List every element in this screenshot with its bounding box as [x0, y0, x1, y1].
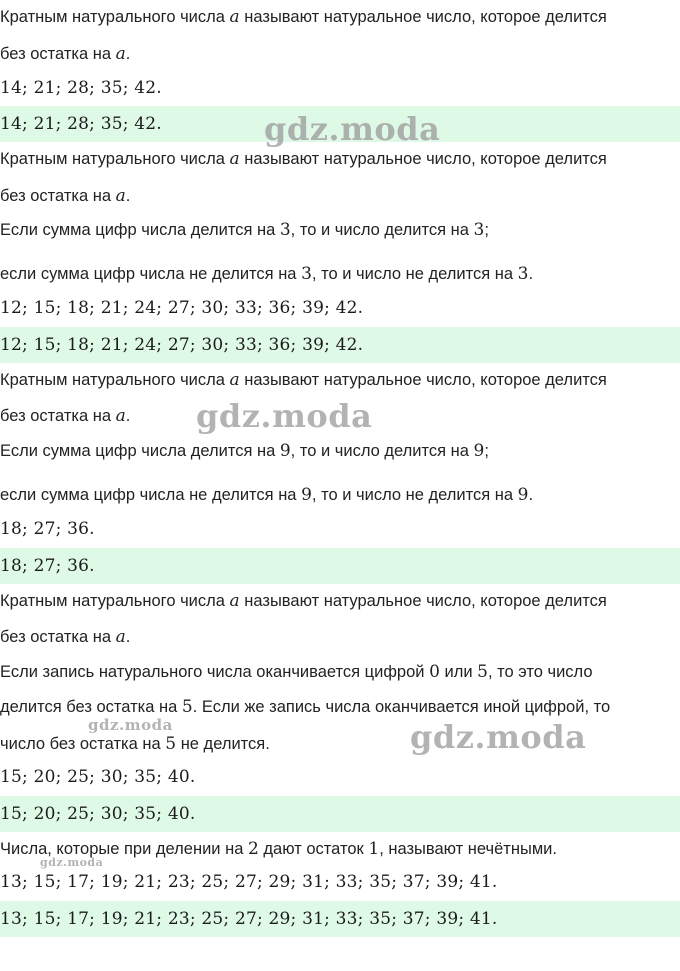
rule-line: если сумма цифр числа не делится на 3, то и число не делится на 3. [0, 264, 534, 284]
definition-line: без остатка на a. [0, 44, 131, 64]
definition-line: без остатка на a. [0, 627, 131, 647]
rule-line: число без остатка на 5 не делится. [0, 734, 270, 754]
rule-line: Если сумма цифр числа делится на 3, то и число делится на 3; [0, 220, 489, 240]
number-list: 14; 21; 28; 35; 42. [0, 78, 162, 98]
definition-line: Числа, которые при делении на 2 дают остаток 1, называют нечётными. [0, 839, 557, 859]
number-list: 12; 15; 18; 21; 24; 27; 30; 33; 36; 39; 42. [0, 298, 364, 318]
number-list: 13; 15; 17; 19; 21; 23; 25; 27; 29; 31; 33; 35; 37; 39; 41. [0, 872, 498, 892]
watermark-logo: gdz.moda [410, 718, 587, 756]
rule-line: если сумма цифр числа не делится на 9, то и число не делится на 9. [0, 485, 534, 505]
answer-row: 14; 21; 28; 35; 42. [0, 106, 680, 142]
definition-line: Кратным натурального числа a называют натуральное число, которое делится [0, 591, 607, 611]
definition-line: Кратным натурального числа a называют натуральное число, которое делится [0, 149, 607, 169]
number-list: 15; 20; 25; 30; 35; 40. [0, 767, 196, 787]
watermark-logo: gdz.moda [264, 110, 441, 148]
definition-line: без остатка на a. [0, 406, 131, 426]
definition-line: без остатка на a. [0, 186, 131, 206]
rule-line: делится без остатка на 5. Если же запись числа оканчивается иной цифрой, то [0, 697, 611, 717]
definition-line: Кратным натурального числа a называют натуральное число, которое делится [0, 7, 607, 27]
answer-row: 18; 27; 36. [0, 548, 680, 584]
answer-row: 12; 15; 18; 21; 24; 27; 30; 33; 36; 39; 42. [0, 327, 680, 363]
watermark-logo: gdz.moda [40, 856, 104, 869]
rule-line: Если запись натурального числа оканчивается цифрой 0 или 5, то это число [0, 662, 593, 682]
watermark-logo: gdz.moda [196, 397, 373, 435]
answer-row: 15; 20; 25; 30; 35; 40. [0, 796, 680, 832]
rule-line: Если сумма цифр числа делится на 9, то и число делится на 9; [0, 441, 489, 461]
definition-line: Кратным натурального числа a называют натуральное число, которое делится [0, 370, 607, 390]
answer-row: 13; 15; 17; 19; 21; 23; 25; 27; 29; 31; 33; 35; 37; 39; 41. [0, 901, 680, 937]
watermark-logo: gdz.moda [88, 716, 173, 734]
number-list: 18; 27; 36. [0, 519, 95, 539]
